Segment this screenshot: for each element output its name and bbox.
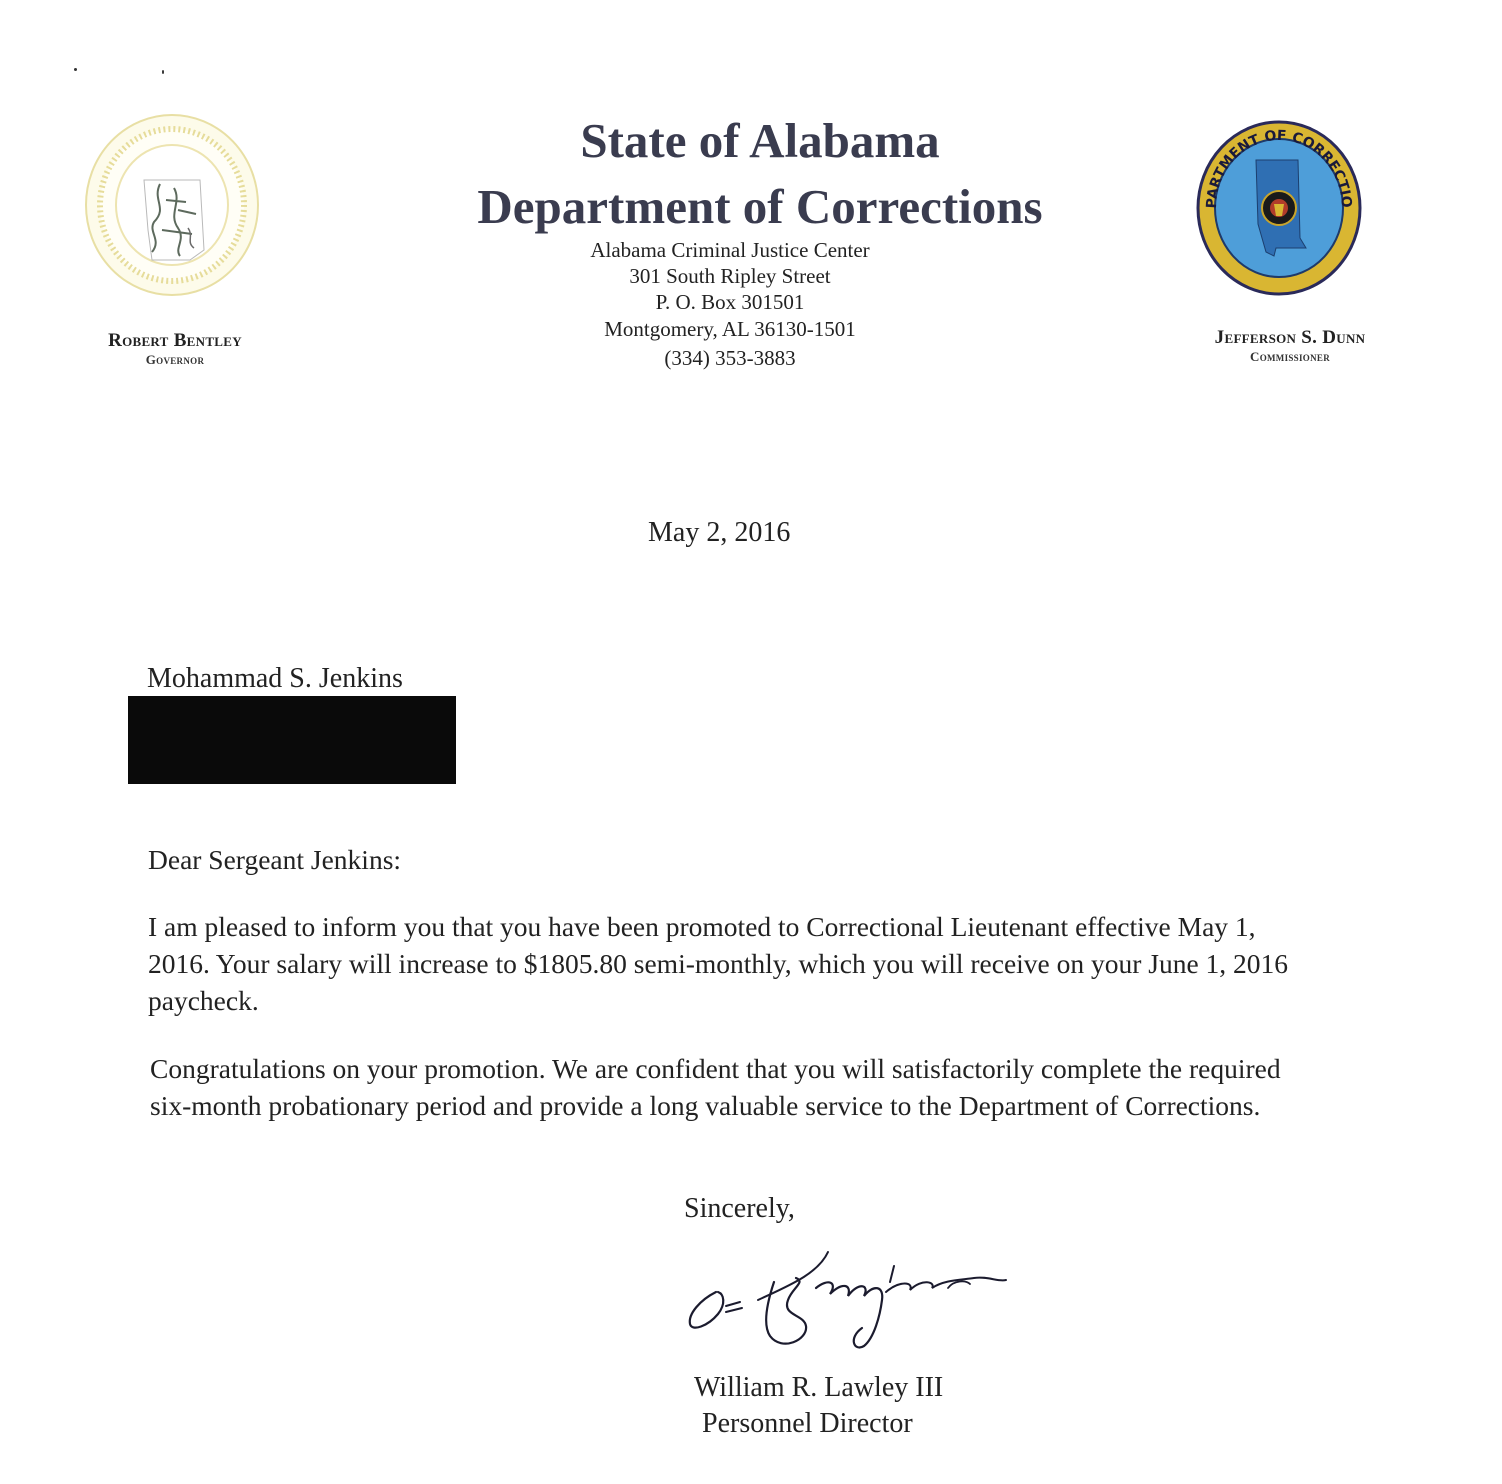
signature — [678, 1242, 1018, 1357]
seal-text: PARTMENT OF CORRECTIO — [1203, 127, 1355, 209]
state-title: State of Alabama — [580, 113, 940, 168]
department-title: Department of Corrections — [477, 179, 1043, 234]
letter-date: May 2, 2016 — [648, 517, 791, 548]
address-line: P. O. Box 301501 — [655, 290, 805, 314]
address-line: (334) 353-3883 — [664, 346, 796, 370]
salutation: Dear Sergeant Jenkins: — [148, 844, 402, 875]
governor-block — [60, 330, 290, 368]
address-line: 301 South Ripley Street — [629, 264, 831, 288]
signer-block — [694, 1370, 943, 1442]
closing: Sincerely, — [684, 1193, 795, 1224]
signer-title: Personnel Director — [702, 1408, 913, 1439]
state-seal — [82, 110, 262, 300]
governor-name: Robert Bentley — [108, 330, 242, 351]
paragraph-promotion: I am pleased to inform you that you have been promoted to Correctional Lieutenant effective May 1, 2016. Your salary will increase to $1805.80 semi-monthly, which you will receive on your June 1, 2016 paycheck. — [148, 911, 1289, 1016]
address-line: Montgomery, AL 36130-1501 — [604, 317, 856, 341]
governor-title: Governor — [145, 352, 205, 367]
redacted-address — [128, 696, 456, 784]
scan-speck — [162, 70, 164, 74]
commissioner-block — [1170, 327, 1410, 365]
recipient-name: Mohammad S. Jenkins — [147, 663, 403, 694]
scan-speck — [74, 68, 77, 71]
commissioner-title: Commissioner — [1250, 349, 1330, 364]
signer-name: William R. Lawley III — [694, 1372, 944, 1403]
commissioner-name: Jefferson S. Dunn — [1214, 327, 1366, 348]
address-line: Alabama Criminal Justice Center — [590, 238, 870, 262]
paragraph-congratulations: Congratulations on your promotion. We are confident that you will satisfactorily complete the required six-month probationary period and provide a long valuable service to the Department of Corrections. — [150, 1053, 1281, 1121]
corrections-seal — [1196, 120, 1362, 296]
